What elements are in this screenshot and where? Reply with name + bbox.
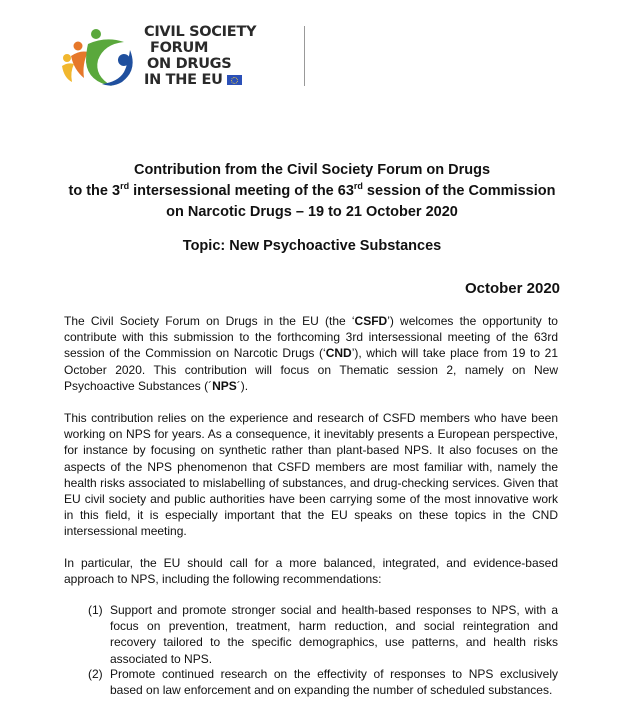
title-line-2-post: session of the Commission — [362, 183, 556, 199]
title-line-3: on Narcotic Drugs – 19 to 21 October 2020 — [166, 204, 458, 220]
title-line-2 — [60, 181, 564, 202]
logo-line-1: CIVIL SOCIETY — [144, 24, 257, 40]
abbr-nps: NPS — [212, 378, 237, 393]
paragraph-intro — [64, 313, 558, 394]
document-date: October 2020 — [464, 280, 560, 297]
title-line-2-mid: intersessional meeting of the 63 — [129, 183, 354, 199]
paragraph-recommendations-intro: In particular, the EU should call for a more balanced, integrated, and evidence-based approach to NPS, including the following recommendations: — [64, 556, 558, 587]
eu-flag-icon — [227, 75, 242, 85]
topic-heading: Topic: New Psychoactive Substances — [182, 238, 442, 254]
list-number: (1) — [88, 603, 103, 617]
paragraph-context: This contribution relies on the experience and research of CSFD members who have been working on NPS for years. As a consequence, it inevitably presents a European perspective, for instance by focusing on synthetic rather than plant-based NPS. It also focuses on the aspects of the NPS phenomenon that CSFD members are most familiar with, namely the health risks associated to mislabelling of substances, and drug-checking services. Given that EU civil society and public authorities have been carrying some of the most innovative work in this field, it is especially important that the EU speaks on these topics in the CND intersessional meeting. — [64, 411, 558, 539]
text-run: ’), which will take place from 19 to 21 October 2020. This contribution will focus on Thematic session 2, namely on New Psychoactive Substances (´ — [64, 346, 558, 393]
text-run: ´). — [236, 378, 249, 393]
list-number: (2) — [88, 667, 103, 681]
document-title — [60, 160, 564, 223]
logo-line-2: FORUM — [150, 40, 209, 56]
logo-line-4: IN THE EU — [144, 72, 223, 88]
recommendation-item — [88, 666, 558, 698]
logo-figures-icon — [58, 22, 138, 90]
logo-line-4-wrap — [144, 72, 256, 88]
recommendation-item — [88, 602, 558, 667]
superscript: rd — [120, 181, 130, 192]
text-run: The Civil Society Forum on Drugs in the EU (the ‘ — [64, 314, 355, 328]
logo-divider — [304, 26, 305, 86]
superscript: rd — [353, 181, 363, 192]
list-text: Promote continued research on the effectivity of responses to NPS exclusively based on law enforcement and on expanding the number of scheduled substances. — [110, 667, 558, 698]
list-text: Support and promote stronger social and health-based responses to NPS, with a focus on prevention, treatment, harm reduction, and social reintegration and recovery tailored to the specific demographics, use patterns, and health risks associated to NPS. — [110, 603, 558, 666]
abbr-csfd: CSFD — [354, 314, 388, 328]
title-line-2-pre: to the 3 — [68, 183, 121, 199]
logo-line-3: ON DRUGS — [147, 56, 232, 72]
title-line-1: Contribution from the Civil Society Forum on Drugs — [133, 162, 491, 178]
abbr-cnd: CND — [325, 346, 352, 361]
text-run: ’) welcomes the opportunity to contribute with this submission to the forthcoming 3rd intersessional meeting of the 63rd session of the Commission on Narcotic Drugs (‘ — [64, 314, 558, 361]
logo-wordmark — [144, 24, 256, 88]
organization-logo — [58, 22, 258, 92]
